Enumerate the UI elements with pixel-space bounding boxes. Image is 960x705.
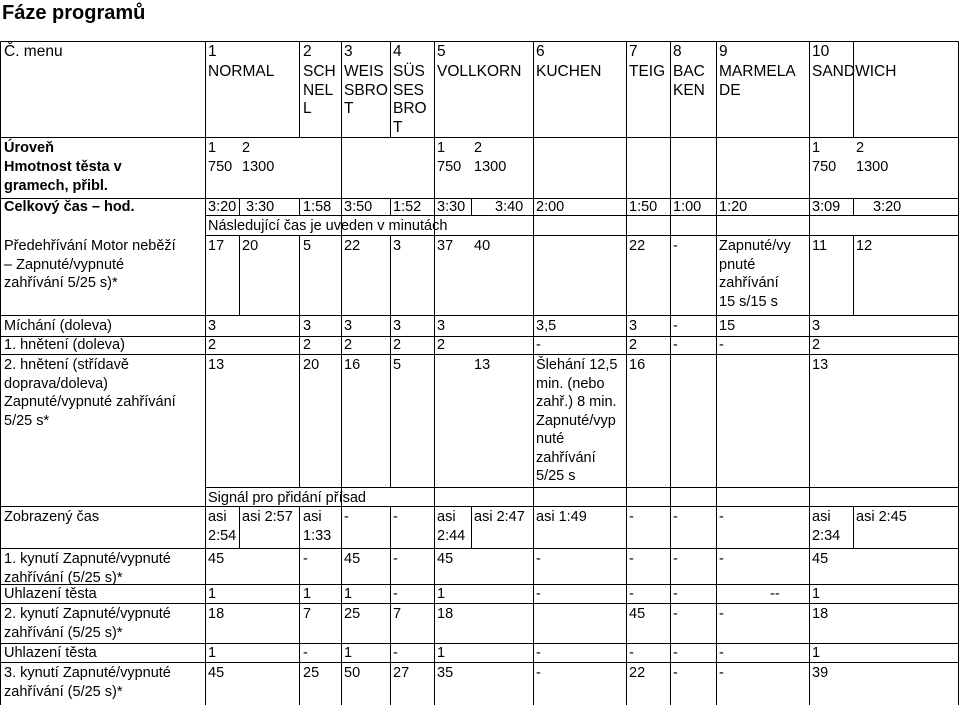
- smooth1-value: --: [770, 586, 780, 602]
- smooth1-value: 1: [437, 586, 446, 602]
- knead1-value: 2: [812, 337, 821, 353]
- knead1-value: 2: [393, 337, 402, 353]
- knead2-value: 16: [629, 357, 646, 373]
- level-value: 2: [474, 140, 483, 156]
- display-time-value: -: [673, 509, 678, 525]
- program-name: MARMELA DE: [719, 63, 796, 99]
- total-time-value: 3:20: [873, 199, 902, 215]
- page-title: Fáze programů: [2, 2, 146, 24]
- smooth1-value: 1: [208, 586, 217, 602]
- display-time-value: -: [344, 509, 349, 525]
- rise3-value: 27: [393, 665, 410, 681]
- program-name: TEIG: [629, 63, 666, 80]
- total-time-value: 1:58: [303, 199, 332, 215]
- weight-label: Hmotnost těsta v gramech, přibl.: [4, 159, 122, 194]
- minutes-note: Následující čas je uveden v minutách: [208, 218, 448, 234]
- signal-note: Signál pro přidání přísad: [208, 490, 366, 506]
- mix-value: 3: [303, 318, 312, 334]
- weight-value: 750: [812, 159, 837, 175]
- total-time-value: 3:09: [812, 199, 841, 215]
- menu-number: 5: [437, 43, 446, 60]
- display-time-value: asi 2:34: [812, 509, 841, 544]
- weight-value: 750: [208, 159, 233, 175]
- smooth1-value: 1: [344, 586, 353, 602]
- mix-value: -: [673, 318, 678, 334]
- rise1-value: 45: [208, 551, 225, 567]
- rise1-value: -: [536, 551, 541, 567]
- level-value: 1: [208, 140, 217, 156]
- smooth2-value: -: [719, 645, 724, 661]
- smooth2-value: -: [303, 645, 308, 661]
- total-time-value: 1:52: [393, 199, 422, 215]
- smooth1-label: Uhlazení těsta: [4, 586, 97, 602]
- mix-value: 15: [719, 318, 736, 334]
- mix-value: 3: [629, 318, 638, 334]
- knead2-value: 16: [344, 357, 361, 373]
- display-time-value: asi 2:54: [208, 509, 237, 544]
- rise1-value: -: [673, 551, 678, 567]
- preheat-value: 3: [393, 238, 402, 254]
- program-name: VOLLKORN: [437, 63, 522, 80]
- knead2-value: 13: [812, 357, 829, 373]
- menu-number: 4: [393, 43, 402, 60]
- menu-number: 7: [629, 43, 638, 60]
- knead1-value: 2: [437, 337, 446, 353]
- preheat-value: -: [673, 238, 678, 254]
- program-name: KUCHEN: [536, 63, 602, 80]
- program-name: NORMAL: [208, 63, 275, 80]
- knead1-label: 1. hnětení (doleva): [4, 337, 125, 353]
- rise1-value: -: [629, 551, 634, 567]
- knead1-value: -: [536, 337, 541, 353]
- rise1-label: 1. kynutí Zapnuté/vypnuté zahřívání (5/25 s)*: [4, 551, 171, 586]
- menu-number: 2: [303, 43, 312, 60]
- display-time-label: Zobrazený čas: [4, 509, 100, 525]
- weight-value: 1300: [856, 159, 889, 175]
- menu-number: 1: [208, 43, 217, 60]
- program-name: BAC KEN: [673, 63, 705, 99]
- preheat-value: 22: [629, 238, 646, 254]
- level-value: 2: [242, 140, 251, 156]
- total-time-value: 1:50: [629, 199, 658, 215]
- knead1-value: 2: [344, 337, 353, 353]
- rise2-value: 18: [208, 606, 225, 622]
- display-time-value: asi 1:33: [303, 509, 332, 544]
- rise3-value: -: [536, 665, 541, 681]
- total-time-value: 3:20: [208, 199, 237, 215]
- total-time-value: 2:00: [536, 199, 565, 215]
- preheat-label: Předehřívání Motor neběží – Zapnuté/vypnuté zahřívání 5/25 s)*: [4, 238, 176, 291]
- smooth1-value: -: [673, 586, 678, 602]
- knead1-value: -: [673, 337, 678, 353]
- preheat-value: 40: [474, 238, 491, 254]
- rise3-value: 45: [208, 665, 225, 681]
- knead2-label: 2. hnětení (střídavě doprava/doleva) Zapnuté/vypnuté zahřívání 5/25 s*: [4, 357, 176, 429]
- mix-value: 3: [344, 318, 353, 334]
- smooth2-value: 1: [344, 645, 353, 661]
- weight-value: 1300: [474, 159, 507, 175]
- rise1-value: 45: [812, 551, 829, 567]
- mix-value: 3: [812, 318, 821, 334]
- menu-number: 9: [719, 43, 728, 60]
- program-name: SANDWICH: [812, 63, 897, 80]
- level-value: 1: [812, 140, 821, 156]
- preheat-value: 20: [242, 238, 259, 254]
- display-time-value: -: [719, 509, 724, 525]
- menu-number: 6: [536, 43, 545, 60]
- total-time-value: 3:40: [495, 199, 524, 215]
- total-time-value: 3:30: [246, 199, 275, 215]
- preheat-value: 37: [437, 238, 454, 254]
- rise2-value: 7: [303, 606, 312, 622]
- rise1-value: 45: [437, 551, 454, 567]
- rise2-value: 18: [812, 606, 829, 622]
- rise3-value: -: [719, 665, 724, 681]
- preheat-value: 17: [208, 238, 225, 254]
- knead1-value: 2: [629, 337, 638, 353]
- total-time-value: 3:30: [437, 199, 466, 215]
- knead1-value: -: [719, 337, 724, 353]
- rise3-label: 3. kynutí Zapnuté/vypnuté zahřívání (5/25 s)*: [4, 665, 171, 700]
- rise2-label: 2. kynutí Zapnuté/vypnuté zahřívání (5/25 s)*: [4, 606, 171, 641]
- display-time-value: asi 2:44: [437, 509, 466, 544]
- display-time-value: -: [629, 509, 634, 525]
- knead1-value: 2: [303, 337, 312, 353]
- total-time-label: Celkový čas – hod.: [4, 199, 135, 215]
- smooth2-value: 1: [812, 645, 821, 661]
- menu-number: 8: [673, 43, 682, 60]
- smooth2-value: 1: [208, 645, 217, 661]
- mix-value: 3: [208, 318, 217, 334]
- display-time-value: -: [393, 509, 398, 525]
- smooth1-value: 1: [303, 586, 312, 602]
- smooth1-value: -: [629, 586, 634, 602]
- mix-value: 3: [393, 318, 402, 334]
- weight-value: 750: [437, 159, 462, 175]
- smooth2-value: 1: [437, 645, 446, 661]
- menu-number: 10: [812, 43, 830, 60]
- menu-number-label: Č. menu: [4, 43, 63, 60]
- level-value: 2: [856, 140, 865, 156]
- rise3-value: 25: [303, 665, 320, 681]
- total-time-value: 3:50: [344, 199, 373, 215]
- rise3-value: 22: [629, 665, 646, 681]
- smooth1-value: -: [393, 586, 398, 602]
- smooth2-value: -: [673, 645, 678, 661]
- rise3-value: 50: [344, 665, 361, 681]
- smooth1-value: 1: [812, 586, 821, 602]
- smooth2-value: -: [536, 645, 541, 661]
- rise1-value: 45: [344, 551, 361, 567]
- menu-number: 3: [344, 43, 353, 60]
- program-name: SCH NEL L: [303, 63, 336, 117]
- program-name: SÜS SES BRO T: [393, 63, 427, 136]
- rise3-value: 35: [437, 665, 454, 681]
- display-time-value: asi 2:45: [856, 509, 907, 525]
- knead2-value: 20: [303, 357, 320, 373]
- rise2-value: -: [673, 606, 678, 622]
- rise3-value: -: [673, 665, 678, 681]
- rise1-value: -: [719, 551, 724, 567]
- display-time-value: asi 2:47: [474, 509, 525, 525]
- preheat-value: 12: [856, 238, 873, 254]
- level-value: 1: [437, 140, 446, 156]
- display-time-value: asi 1:49: [536, 509, 587, 525]
- level-label: Úroveň: [4, 140, 54, 156]
- rise3-value: 39: [812, 665, 829, 681]
- rise2-value: 7: [393, 606, 402, 622]
- rise2-value: 25: [344, 606, 361, 622]
- preheat-value: 5: [303, 238, 312, 254]
- mix-value: 3: [437, 318, 446, 334]
- knead1-value: 2: [208, 337, 217, 353]
- weight-value: 1300: [242, 159, 275, 175]
- knead2-value: 13: [208, 357, 225, 373]
- total-time-value: 1:00: [673, 199, 702, 215]
- rise1-value: -: [303, 551, 308, 567]
- knead2-value: Šlehání 12,5 min. (nebo zahř.) 8 min. Zapnuté/vyp nuté zahřívání 5/25 s: [536, 357, 618, 484]
- rise2-value: -: [719, 606, 724, 622]
- mix-label: Míchání (doleva): [4, 318, 112, 334]
- display-time-value: asi 2:57: [242, 509, 293, 525]
- smooth2-label: Uhlazení těsta: [4, 645, 97, 661]
- smooth2-value: -: [629, 645, 634, 661]
- knead2-value: 13: [474, 357, 491, 373]
- smooth2-value: -: [393, 645, 398, 661]
- rise2-value: 18: [437, 606, 454, 622]
- preheat-value: 22: [344, 238, 361, 254]
- program-name: WEIS SBRO T: [344, 63, 388, 117]
- mix-value: 3,5: [536, 318, 557, 334]
- rise2-value: 45: [629, 606, 646, 622]
- rise1-value: -: [393, 551, 398, 567]
- total-time-value: 1:20: [719, 199, 748, 215]
- preheat-value: 11: [812, 238, 828, 254]
- knead2-value: 5: [393, 357, 402, 373]
- smooth1-value: -: [536, 586, 541, 602]
- preheat-value: Zapnuté/vy pnuté zahřívání 15 s/15 s: [719, 238, 791, 310]
